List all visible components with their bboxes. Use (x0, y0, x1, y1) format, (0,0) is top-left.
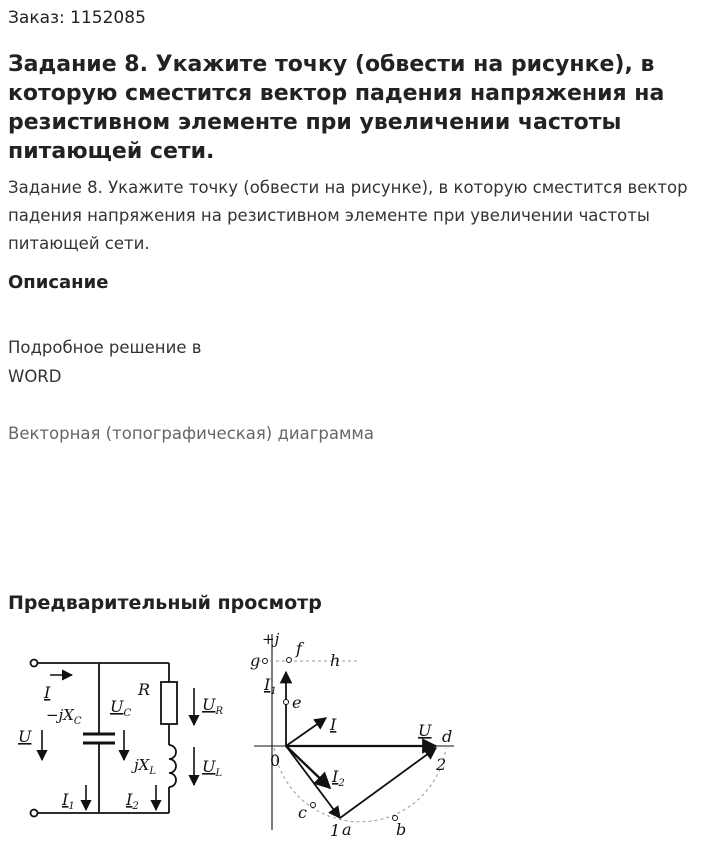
svg-text:b: b (396, 820, 407, 839)
description-heading: Описание (8, 272, 109, 293)
svg-text:jXL: $jX_L$ (134, 756, 156, 777)
svg-text:a: a (342, 820, 352, 839)
svg-text:2: 2 (436, 755, 447, 774)
svg-text:g: g (250, 651, 261, 670)
preview-heading: Предварительный просмотр (8, 592, 322, 614)
solution-line-1: Подробное решение в (8, 338, 202, 357)
svg-text:I2: $I_2$ (126, 790, 139, 812)
svg-text:I: I (330, 715, 337, 734)
preview-image (14, 630, 474, 850)
page-title: Задание 8. Укажите точку (обвести на рисунке), в которую сместится вектор падения напряжения на резистивном элементе при увеличении частоты питающей сети. (8, 52, 665, 164)
svg-text:UR: $U_R$ (202, 695, 224, 717)
svg-text:U: U (418, 721, 432, 740)
task-text: Задание 8. Укажите точку (обвести на рисунке), в которую сместится вектор падения напряжения на резистивном элементе при увеличении частоты питающей сети. (8, 178, 688, 253)
svg-text:−jXC: $-jX_C$ (46, 706, 82, 727)
svg-text:1: 1 (330, 821, 341, 840)
svg-text:e: e (292, 693, 302, 712)
svg-text:I1: $I_1$ (62, 790, 75, 812)
svg-text:I2: $I_2$ (332, 767, 345, 789)
svg-text:I1: $I_1$ (264, 675, 277, 697)
svg-text:UL: $U_L$ (202, 757, 223, 779)
svg-text:0: 0 (270, 751, 281, 770)
svg-text:U: U (18, 727, 32, 746)
svg-text:c: c (298, 803, 307, 822)
svg-text:I: I (44, 683, 51, 702)
diagram-caption: Векторная (топографическая) диаграмма (8, 424, 374, 443)
circuit-labels (18, 680, 223, 812)
solution-line-2: WORD (8, 367, 62, 386)
svg-text:h: h (330, 651, 341, 670)
svg-text:f: f (296, 639, 302, 658)
phasor-labels (250, 630, 452, 840)
order-number: Заказ: 1152085 (8, 8, 146, 28)
svg-text:+j: +j (262, 630, 280, 648)
svg-text:UC: $U_C$ (110, 697, 132, 719)
svg-text:R: R (138, 680, 151, 699)
svg-text:d: d (442, 727, 453, 746)
circuit-schematic (31, 660, 178, 817)
